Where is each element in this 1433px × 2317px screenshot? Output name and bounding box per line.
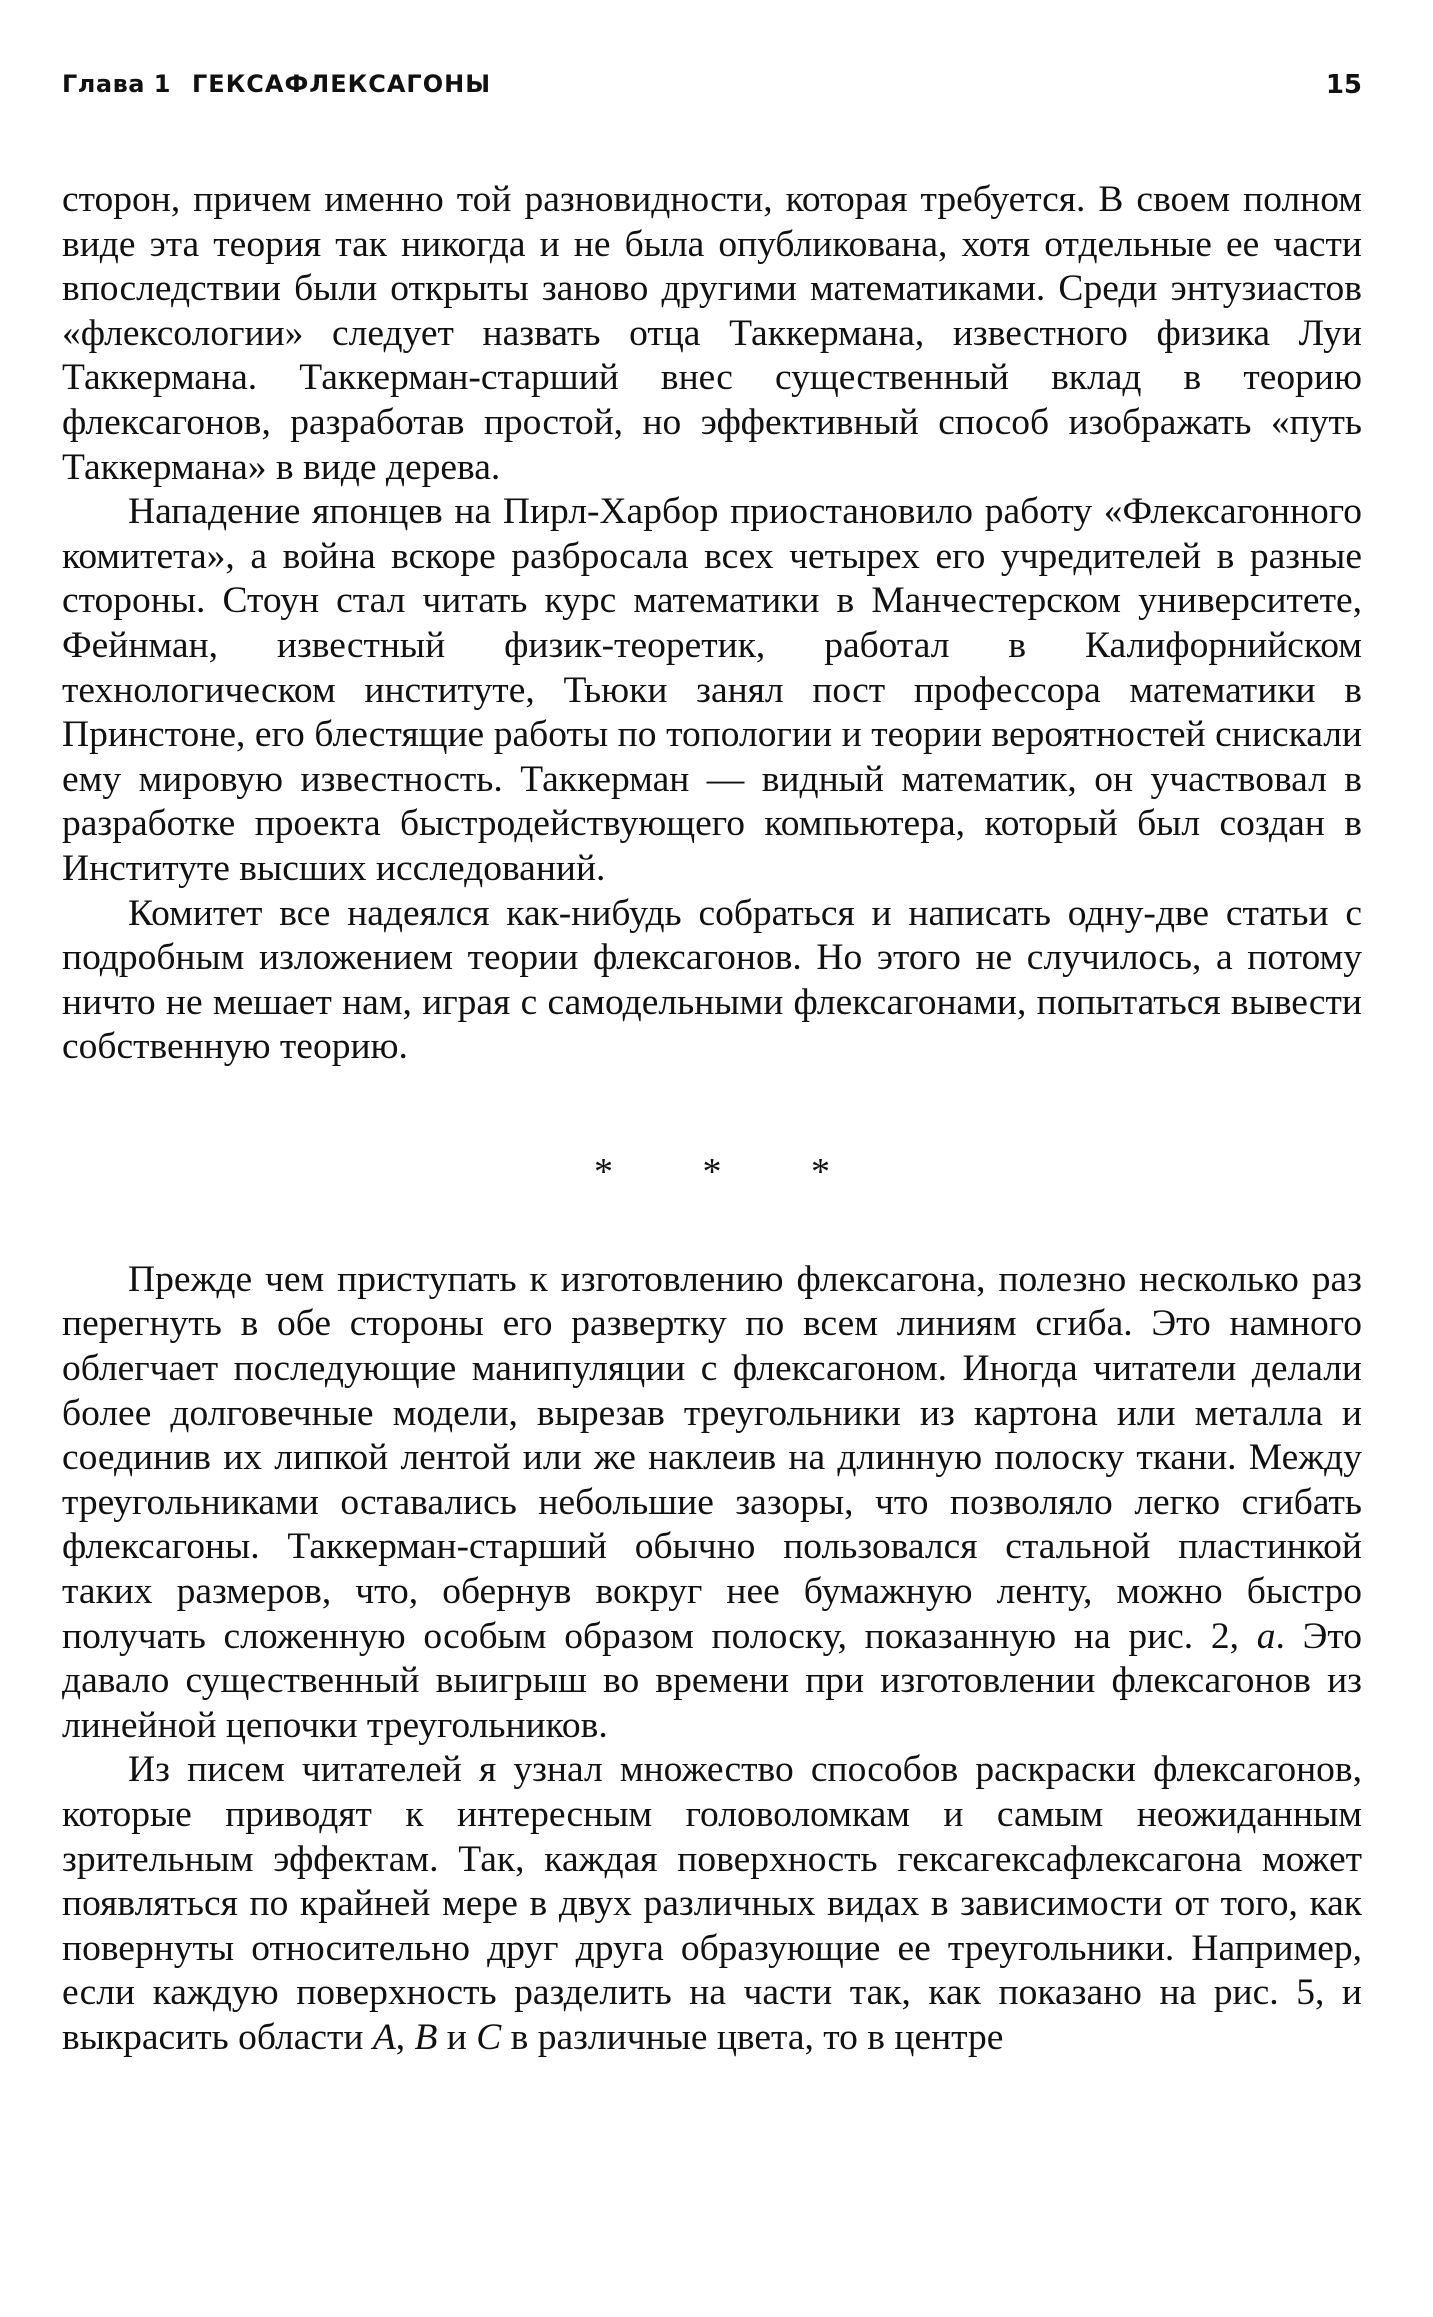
- paragraph-5: [62, 1748, 1362, 2060]
- paragraph-4-text-b: . Это давало существенный выигрыш во времени при изготовлении флексагонов из линейной цепочки треугольников.: [62, 1615, 1363, 1746]
- paragraph-5-text-a: Из писем читателей я узнал множество способов раскраски флексагонов, которые приводят к интересным головоломкам и самым неожиданным зрительным эффектам. Так, каждая поверхность гексагексафлексагона может появляться по крайней мере в двух различных видах в зависимости от того, как повернуты относительно друг друга образующие ее треугольники. Например, если каждую поверхность разделить на части так, как показано на рис. 5, и выкрасить области: [62, 1749, 1362, 2058]
- region-b: B: [414, 2016, 438, 2058]
- figure-ref-a: а: [1256, 1615, 1276, 1657]
- region-a: A: [372, 2016, 396, 2058]
- conjunction: и: [437, 2016, 477, 2058]
- region-c: C: [476, 2016, 502, 2058]
- paragraph-5-text-b: в различные цвета, то в центре: [501, 2016, 1004, 2058]
- paragraph-2: Нападение японцев на Пирл-Харбор приостановило работу «Флексагонного комитета», а война вскоре разбросала всех четырех его учредителей в разные стороны. Стоун стал читать курс математики в Манчестерском университете, Фейнман, известный физик-теоретик, работал в Калифорнийском технологическом институте, Тьюки занял пост профессора математики в Принстоне, его блестящие работы по топологии и теории вероятностей снискали ему мировую известность. Таккерман — видный математик, он участвовал в разработке проекта быстродействующего компьютера, который был создан в Институте высших исследований.: [62, 491, 1362, 889]
- body-text: [62, 178, 1362, 2061]
- running-head: [62, 70, 1362, 110]
- paragraph-4-text-a: Прежде чем приступать к изготовлению флексагона, полезно несколько раз перегнуть в обе стороны его развертку по всем линиям сгиба. Это намного облегчает последующие манипуляции с флексагоном. Иногда читатели делали более долговечные модели, вырезав треугольники из картона или металла и соединив их липкой лентой или же наклеив на длинную полоску ткани. Между треугольниками оставались небольшие зазоры, что позволяло легко сгибать флексагоны. Таккерман-старший обычно пользовался стальной пластинкой таких размеров, что, обернув вокруг нее бумажную ленту, можно быстро получать сложенную особым образом полоску, показанную на рис. 2,: [62, 1258, 1362, 1657]
- chapter-title: ГЕКСАФЛЕКСАГОНЫ: [192, 70, 492, 98]
- paragraph-1: сторон, причем именно той разновидности, которая требуется. В своем полном виде эта теория так никогда и не была опубликована, хотя отдельные ее части впоследствии были открыты заново другими математиками. Среди энтузиастов «флексологии» следует назвать отца Таккермана, известного физика Луи Таккермана. Таккерман-старший внес существенный вклад в теорию флексагонов, разработав простой, но эффективный способ изображать «путь Таккермана» в виде дерева.: [62, 179, 1362, 488]
- page-number: 15: [1325, 70, 1362, 100]
- paragraph-4: [62, 1258, 1362, 1749]
- separator-comma: ,: [395, 2016, 415, 2058]
- chapter-label: Глава 1: [62, 70, 172, 98]
- section-separator: * * *: [594, 1150, 870, 1193]
- paragraph-3: Комитет все надеялся как-нибудь собраться и написать одну-две статьи с подробным изложением теории флексагонов. Но этого не случилось, а потому ничто не мешает нам, играя с самодельными флексагонами, попытаться вывести собственную теорию.: [62, 892, 1362, 1068]
